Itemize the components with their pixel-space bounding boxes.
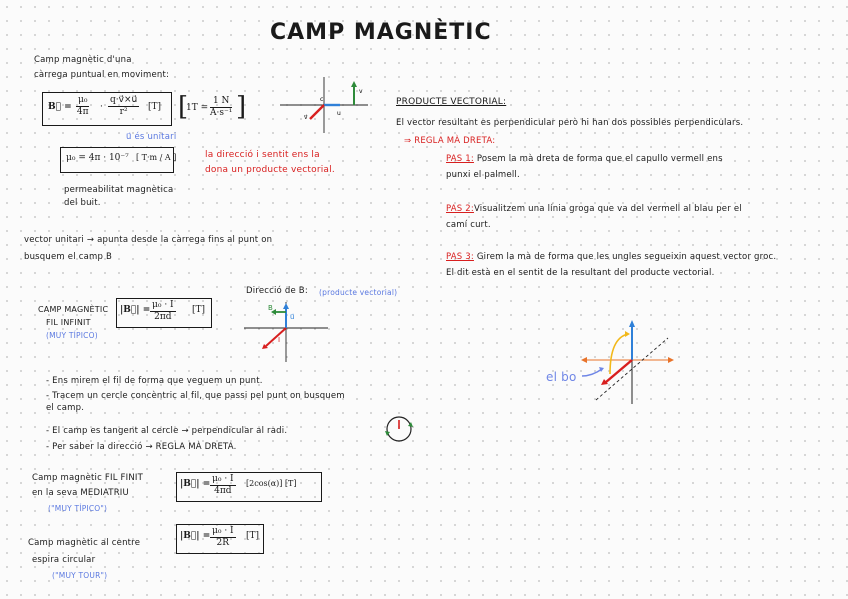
step-3 bbox=[446, 252, 776, 262]
tesla-lhs: 1T = bbox=[186, 103, 209, 113]
bullet-3: - El camp es tangent al cercle → perpendicular al radi. bbox=[46, 426, 288, 436]
tesla-bracket-right: ] bbox=[236, 92, 247, 122]
axes-label-v: v⃗ bbox=[304, 114, 308, 121]
step-2-text-a: Visualitzem una línia groga que va del vermell al blau per el bbox=[473, 204, 742, 214]
unit-vector-note: u⃗ és unitari bbox=[126, 132, 177, 142]
f1-den: 4π bbox=[76, 107, 89, 117]
step-2-text-b: camí curt. bbox=[446, 220, 491, 230]
f1-num2: q·v⃗×u⃗ bbox=[110, 95, 138, 105]
infinite-wire-label-2: FIL INFINIT bbox=[46, 318, 91, 327]
axes-label-u: u bbox=[337, 110, 341, 117]
finite-wire-rest: [2cos(α)] [T] bbox=[246, 479, 297, 488]
f1-num: μ₀ bbox=[78, 95, 88, 105]
f1-dot: · bbox=[100, 102, 103, 112]
vector-product-line-1: El vector resultant es perpendicular però hi han dos possibles perpendiculars. bbox=[396, 118, 744, 128]
loop-fraction bbox=[208, 526, 238, 549]
finite-wire-label-2: en la seva MEDIATRIU bbox=[32, 488, 129, 498]
step-1-text-a: Posem la mà dreta de forma que el capullo vermell ens bbox=[476, 154, 723, 164]
infinite-wire-den: 2πd bbox=[154, 312, 172, 322]
loop-label-2: espira circular bbox=[32, 555, 96, 565]
f1-fraction bbox=[74, 95, 91, 118]
axes-label-c: c bbox=[320, 96, 324, 103]
infinite-wire-lhs: |B⃗| = bbox=[120, 305, 151, 315]
permeability-line-1: permeabilitat magnètica bbox=[64, 185, 174, 195]
unit-vector-line-2: busquem el camp B bbox=[24, 252, 112, 262]
f1-fraction-2 bbox=[106, 95, 141, 118]
finite-wire-lhs: |B⃗| = bbox=[180, 479, 211, 489]
bullet-1: - Ens mirem el fil de forma que veguem un punt. bbox=[46, 376, 263, 386]
step-1-text-b: punxi el palmell. bbox=[446, 170, 520, 180]
red-note-2: dona un producte vectorial. bbox=[205, 165, 335, 175]
bullet-2: - Tracem un cercle concèntric al fil, que passi pel punt on busquem bbox=[46, 391, 345, 401]
permeability-line-2: del buit. bbox=[64, 198, 101, 208]
wire-diag-u: u⃗ bbox=[290, 313, 295, 321]
step-2 bbox=[446, 204, 742, 214]
step-3-text-a: Girem la mà de forma que les ungles segueixin aquest vector groc. bbox=[476, 252, 777, 262]
bullet-2b: el camp. bbox=[46, 403, 85, 413]
page-title: CAMP MAGNÈTIC bbox=[270, 20, 492, 45]
vector-product-heading: PRODUCTE VECTORIAL: bbox=[396, 97, 507, 107]
step-1 bbox=[446, 154, 723, 164]
loop-num: μ₀ · I bbox=[212, 526, 234, 536]
tesla-fraction bbox=[208, 96, 234, 119]
finite-wire-den: 4πd bbox=[214, 486, 232, 496]
infinite-wire-label-1: CAMP MAGNÈTIC bbox=[38, 305, 109, 314]
loop-unit: [T] bbox=[246, 531, 260, 541]
loop-label-1: Camp magnètic al centre bbox=[28, 538, 141, 548]
wire-diag-I: I bbox=[278, 336, 281, 344]
wire-direction-diagram bbox=[240, 300, 330, 364]
finite-wire-label-1: Camp magnètic FIL FINIT bbox=[32, 473, 143, 483]
infinite-wire-tag: (MUY TÍPICO) bbox=[46, 331, 98, 340]
tesla-num: 1 N bbox=[210, 96, 232, 108]
red-note-1: la direcció i sentit ens la bbox=[205, 150, 320, 160]
axes-label-result: v bbox=[359, 88, 363, 95]
f1-den2: r² bbox=[119, 107, 128, 117]
step-2-label: PAS 2: bbox=[446, 204, 474, 214]
right-hand-rule: ⇒ REGLA MÀ DRETA: bbox=[404, 136, 496, 146]
field-circle-icon bbox=[383, 414, 417, 444]
step-3-label: PAS 3: bbox=[446, 252, 474, 262]
mu0-unit: [ T·m / A ] bbox=[136, 153, 177, 162]
step-1-label: PAS 1: bbox=[446, 154, 474, 164]
unit-vector-line-1: vector unitari → apunta desde la càrrega fins al punt on bbox=[24, 235, 273, 245]
tesla-den: A·s⁻¹ bbox=[210, 108, 233, 118]
finite-wire-fraction bbox=[208, 474, 238, 497]
direction-subtitle: (producte vectorial) bbox=[319, 288, 398, 297]
bullet-4: - Per saber la direcció → REGLA MÀ DRETA. bbox=[46, 442, 237, 452]
right-hand-rule-diagram bbox=[540, 318, 680, 408]
f1-lhs: B⃗ = bbox=[48, 102, 72, 112]
el-bo-label: el bo bbox=[546, 370, 577, 384]
el-bo-arrow-icon bbox=[580, 366, 606, 380]
finite-wire-tag: ("MUY TÍPICO") bbox=[48, 504, 108, 513]
finite-wire-num: μ₀ · I bbox=[212, 474, 234, 484]
tesla-bracket-left: [ bbox=[178, 92, 189, 122]
loop-den: 2R bbox=[216, 538, 230, 548]
mu0-lhs: μ₀ = 4π · 10⁻⁷ bbox=[66, 153, 129, 163]
point-charge-axes-diagram bbox=[280, 75, 370, 135]
direction-title: Direcció de B: bbox=[246, 286, 308, 296]
intro-line-1: Camp magnètic d'una bbox=[34, 55, 132, 65]
wire-diag-B: B bbox=[268, 304, 273, 312]
loop-lhs: |B⃗| = bbox=[180, 531, 211, 541]
loop-tag: ("MUY TOUR") bbox=[52, 571, 108, 580]
step-3-text-b: El dit està en el sentit de la resultant del producte vectorial. bbox=[446, 268, 715, 278]
infinite-wire-num: μ₀ · I bbox=[152, 300, 174, 310]
intro-line-2: càrrega puntual en moviment: bbox=[34, 70, 170, 80]
f1-unit: [T] bbox=[148, 102, 162, 112]
infinite-wire-unit: [T] bbox=[192, 305, 206, 315]
infinite-wire-fraction bbox=[148, 300, 178, 323]
